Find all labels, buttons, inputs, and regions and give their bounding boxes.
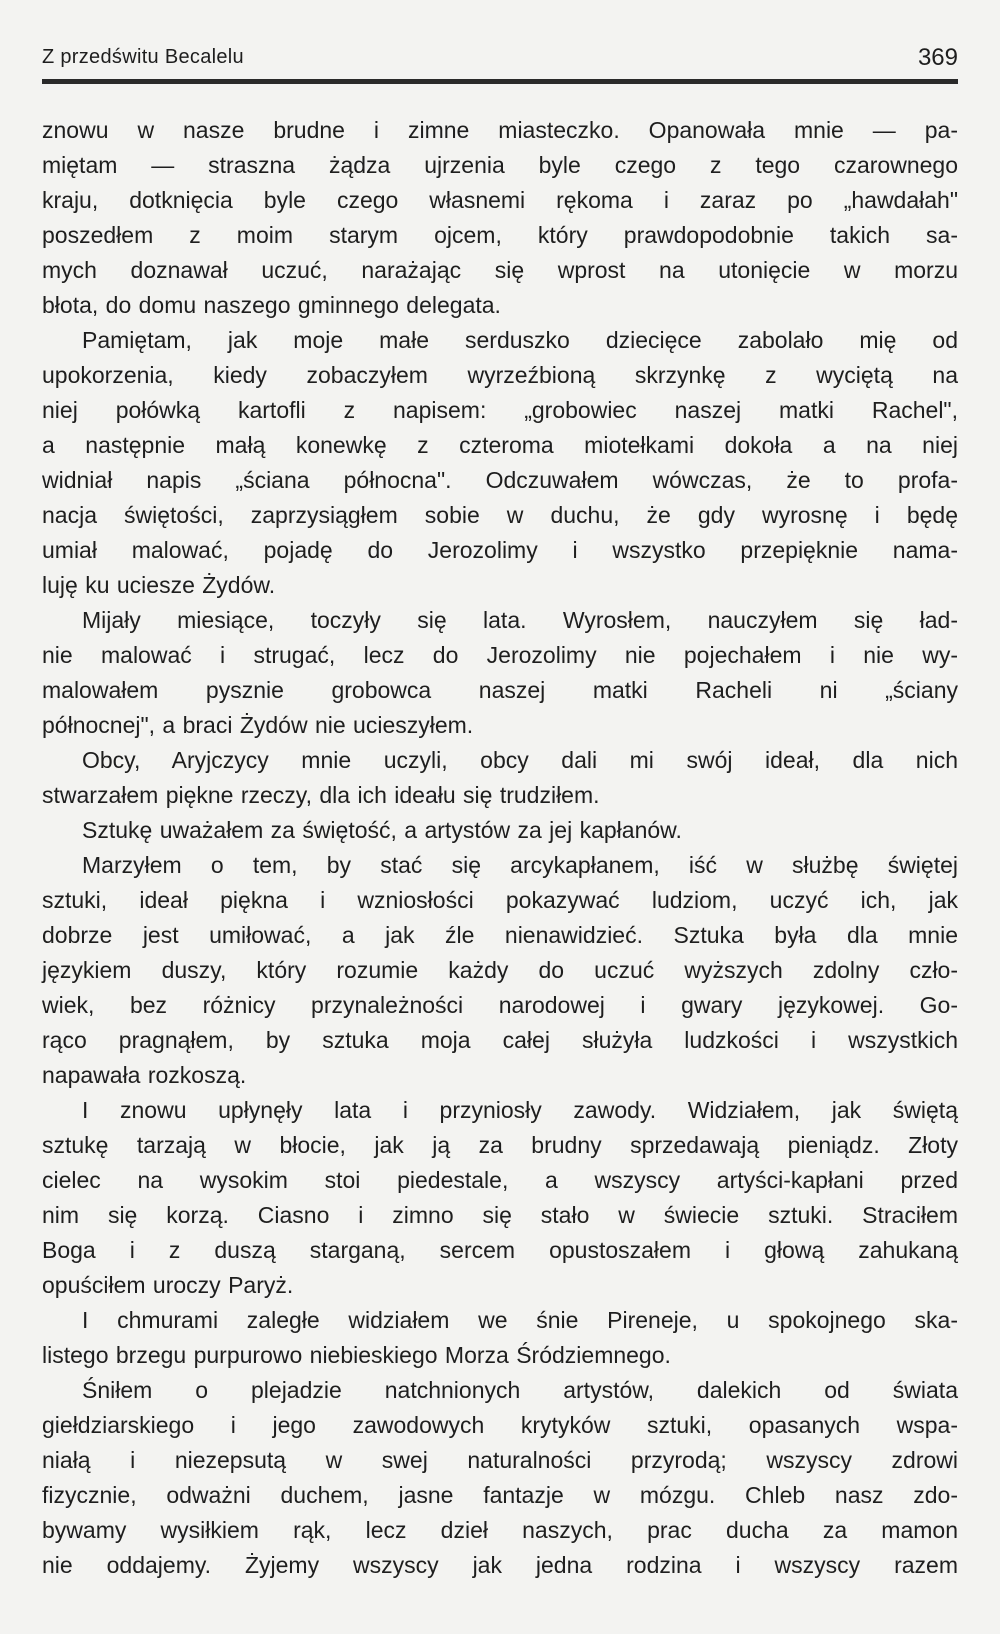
text-line: językiem duszy, który rozumie każdy do uczuć wyższych zdolny czło- xyxy=(42,957,958,983)
text-line: północnej", a braci Żydów nie ucieszyłem. xyxy=(42,712,474,738)
text-line: błota, do domu naszego gminnego delegata. xyxy=(42,292,501,318)
text-line: Boga i z duszą starganą, sercem opustoszałem i głową zahukaną xyxy=(42,1237,958,1263)
text-line: Marzyłem o tem, by stać się arcykapłanem, iść w służbę świętej xyxy=(82,852,958,878)
paragraph xyxy=(42,323,958,603)
paragraph xyxy=(42,113,958,323)
text-line: umiał malować, pojadę do Jerozolimy i wszystko przepięknie nama- xyxy=(42,537,958,563)
text-line: rąco pragnąłem, by sztuka moja całej służyła ludzkości i wszystkich xyxy=(42,1027,958,1053)
text-line: fizycznie, odważni duchem, jasne fantazje w mózgu. Chleb nasz zdo- xyxy=(42,1482,958,1508)
text-line: Obcy, Aryjczycy mnie uczyli, obcy dali mi swój ideał, dla nich xyxy=(82,747,958,773)
text-line: nie malować i strugać, lecz do Jerozolimy nie pojechałem i nie wy- xyxy=(42,642,958,668)
paragraph xyxy=(42,603,958,743)
text-line: I chmurami zaległe widziałem we śnie Pireneje, u spokojnego ska- xyxy=(82,1307,958,1333)
text-line: nacja świętości, zaprzysiągłem sobie w duchu, że gdy wyrosnę i będę xyxy=(42,502,958,528)
paragraph xyxy=(42,1373,958,1583)
text-line: opuściłem uroczy Paryż. xyxy=(42,1272,294,1298)
text-line: Mijały miesiące, toczyły się lata. Wyrosłem, nauczyłem się ład- xyxy=(82,607,958,633)
text-line: dobrze jest umiłować, a jak źle nienawidzieć. Sztuka była dla mnie xyxy=(42,922,958,948)
text-line: nim się korzą. Ciasno i zimno się stało w świecie sztuki. Straciłem xyxy=(42,1202,958,1228)
text-line: widniał napis „ściana północna". Odczuwałem wówczas, że to profa- xyxy=(42,467,958,493)
text-line: Śniłem o plejadzie natchnionych artystów, dalekich od świata xyxy=(82,1377,958,1403)
text-line: mych doznawał uczuć, narażając się wprost na utonięcie w morzu xyxy=(42,257,958,283)
page-body xyxy=(42,113,958,1583)
text-line: a następnie małą konewkę z czteroma miotełkami dokoła a na niej xyxy=(42,432,958,458)
text-line: stwarzałem piękne rzeczy, dla ich ideału się trudziłem. xyxy=(42,782,600,808)
text-line: kraju, dotknięcia byle czego własnemi rękoma i zaraz po „hawdałah" xyxy=(42,187,958,213)
text-line: giełdziarskiego i jego zawodowych krytyków sztuki, opasanych wspa- xyxy=(42,1412,958,1438)
text-line: niałą i niezepsutą w swej naturalności przyrodą; wszyscy zdrowi xyxy=(42,1447,958,1473)
text-line: Sztukę uważałem za świętość, a artystów za jej kapłanów. xyxy=(82,817,682,843)
paragraph xyxy=(42,813,958,848)
paragraph xyxy=(42,1303,958,1373)
text-line: cielec na wysokim stoi piedestale, a wszyscy artyści-kapłani przed xyxy=(42,1167,958,1193)
page-header xyxy=(42,44,958,74)
text-line: napawała rozkoszą. xyxy=(42,1062,247,1088)
paragraph xyxy=(42,848,958,1093)
text-line: I znowu upłynęły lata i przyniosły zawody. Widziałem, jak świętą xyxy=(82,1097,958,1123)
text-line: Pamiętam, jak moje małe serduszko dziecięce zabolało mię od xyxy=(82,327,958,353)
text-line: niej połówką kartofli z napisem: „grobowiec naszej matki Rachel", xyxy=(42,397,958,423)
paragraph xyxy=(42,743,958,813)
text-line: luję ku uciesze Żydów. xyxy=(42,572,276,598)
text-line: poszedłem z moim starym ojcem, który prawdopodobnie takich sa- xyxy=(42,222,958,248)
text-line: bywamy wysiłkiem rąk, lecz dzieł naszych, prac ducha za mamon xyxy=(42,1517,958,1543)
text-line: sztukę tarzają w błocie, jak ją za brudny sprzedawają pieniądz. Złoty xyxy=(42,1132,958,1158)
page-number: 369 xyxy=(917,44,958,71)
text-line: listego brzegu purpurowo niebieskiego Morza Śródziemnego. xyxy=(42,1342,671,1368)
text-line: znowu w nasze brudne i zimne miasteczko. Opanowała mnie — pa- xyxy=(42,117,958,143)
running-title: Z przedświtu Becalelu xyxy=(42,46,244,68)
text-line: malowałem pysznie grobowca naszej matki Racheli ni „ściany xyxy=(42,677,958,703)
text-line: sztuki, ideał piękna i wzniosłości pokazywać ludziom, uczyć ich, jak xyxy=(42,887,958,913)
header-rule xyxy=(42,79,958,84)
text-line: wiek, bez różnicy przynależności narodowej i gwary językowej. Go- xyxy=(42,992,958,1018)
text-line: upokorzenia, kiedy zobaczyłem wyrzeźbioną skrzynkę z wyciętą na xyxy=(42,362,958,388)
text-line: nie oddajemy. Żyjemy wszyscy jak jedna rodzina i wszyscy razem xyxy=(42,1552,958,1578)
text-line: miętam — straszna żądza ujrzenia byle czego z tego czarownego xyxy=(42,152,958,178)
paragraph xyxy=(42,1093,958,1303)
